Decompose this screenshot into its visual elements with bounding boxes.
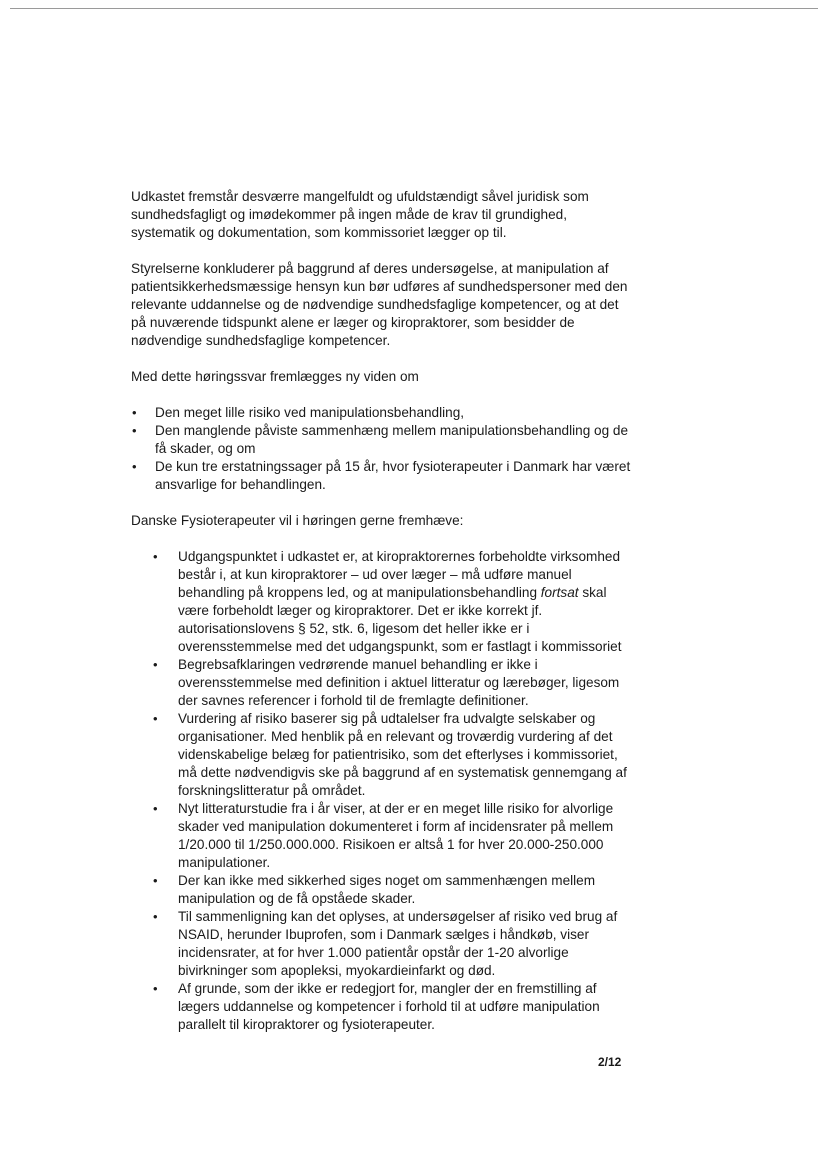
paragraph-intro: Udkastet fremstår desværre mangelfuldt og ufuldstændigt såvel juridisk som sundhedsfagligt og imødekommer på ingen måde de krav til grundighed, systematik og dokumentation, som kommissoriet lægger op til. [131,189,589,240]
highlights-list [131,548,631,1034]
list-item-text-start: Udgangspunktet i udkastet er, at kiropraktorernes forbeholdte virksomhed består i, at kun kiropraktorer – ud over læger – må udføre manuel behandling på kroppens led, og at manipulationsbehandling [178,549,621,600]
list-item-text: Der kan ikke med sikkerhed siges noget om sammenhængen mellem manipulation og de få opståede skader. [178,873,596,906]
bullet-icon: • [153,801,158,816]
list-item-text: Begrebsafklaringen vedrørende manuel behandling er ikke i overensstemmelse med definition i aktuel litteratur og lærebøger, ligesom der savnes referencer i forhold til de fremlagte definitioner. [178,657,620,708]
bullet-icon: • [132,423,137,438]
page-number: 2/12 [598,1055,622,1069]
bullet-icon: • [153,873,158,888]
top-rule [10,8,818,9]
bullet-icon: • [153,981,158,996]
bullet-icon: • [153,549,158,564]
bullet-icon: • [153,657,158,672]
list-item-text: Til sammenligning kan det oplyses, at undersøgelser af risiko ved brug af NSAID, herunder Ibuprofen, som i Danmark sælges i håndkøb, viser incidensrater, at for hver 1.000 patientår opstår der 1-20 alvorlige bivirkninger som apopleksi, myokardieinfarkt og død. [178,909,618,978]
list-item-text-end: skal være forbeholdt læger og kiropraktorer. Det er ikke korrekt jf. autorisationslovens § 52, stk. 6, ligesom det heller ikke er i overensstemmelse med det udgangspunkt, som er fastlagt i kommissoriet [178,585,622,654]
bullet-icon: • [153,909,158,924]
list-item [131,548,631,656]
list-item-text: Af grunde, som der ikke er redegjort for, mangler der en fremstilling af lægers uddannelse og kompetencer i forhold til at udføre manipulation parallelt til kiropraktorer og fysioterapeuter. [178,981,600,1032]
document-body [131,188,631,1034]
list-item [131,872,631,908]
list-item [131,404,631,422]
list-item-text: De kun tre erstatningssager på 15 år, hvor fysioterapeuter i Danmark har været ansvarlige for behandlingen. [155,459,631,492]
list-item [131,422,631,458]
list-item [131,908,631,980]
list-item [131,980,631,1034]
bullet-icon: • [132,405,137,420]
list-item [131,710,631,800]
emphasis-text: fortsat [540,585,579,600]
list-item-text: Den manglende påviste sammenhæng mellem manipulationsbehandling og de få skader, og om [155,423,629,456]
paragraph-conclusion: Styrelserne konkluderer på baggrund af deres undersøgelse, at manipulation af patientsikkerhedsmæssige hensyn kun bør udføres af sundhedspersoner med den relevante uddannelse og de nødvendige sundhedsfaglige kompetencer, og at det på nuværende tidspunkt alene er læger og kiropraktorer, som besidder de nødvendige sundhedsfaglige kompetencer. [131,261,628,348]
paragraph-new-knowledge: Med dette høringssvar fremlægges ny viden om [131,369,419,384]
new-knowledge-list [131,404,631,494]
list-item [131,458,631,494]
list-item-text: Vurdering af risiko baserer sig på udtalelser fra udvalgte selskaber og organisationer. Med henblik på en relevant og troværdig vurdering af det videnskabelige belæg for patientrisiko, som det efterlyses i kommissoriet, må dette nødvendigvis ske på baggrund af en systematisk gennemgang af forskningslitteratur på området. [178,711,627,798]
list-item [131,656,631,710]
list-item-text: Nyt litteraturstudie fra i år viser, at der er en meget lille risiko for alvorlige skader ved manipulation dokumenteret i form af incidensrater på mellem 1/20.000 til 1/250.000.000. Risikoen er altså 1 for hver 20.000-250.000 manipulationer. [178,801,614,870]
list-item-text [178,549,622,654]
list-item [131,800,631,872]
bullet-icon: • [153,711,158,726]
list-item-text: Den meget lille risiko ved manipulationsbehandling, [155,405,465,420]
bullet-icon: • [132,459,137,474]
paragraph-highlights: Danske Fysioterapeuter vil i høringen gerne fremhæve: [131,513,464,528]
